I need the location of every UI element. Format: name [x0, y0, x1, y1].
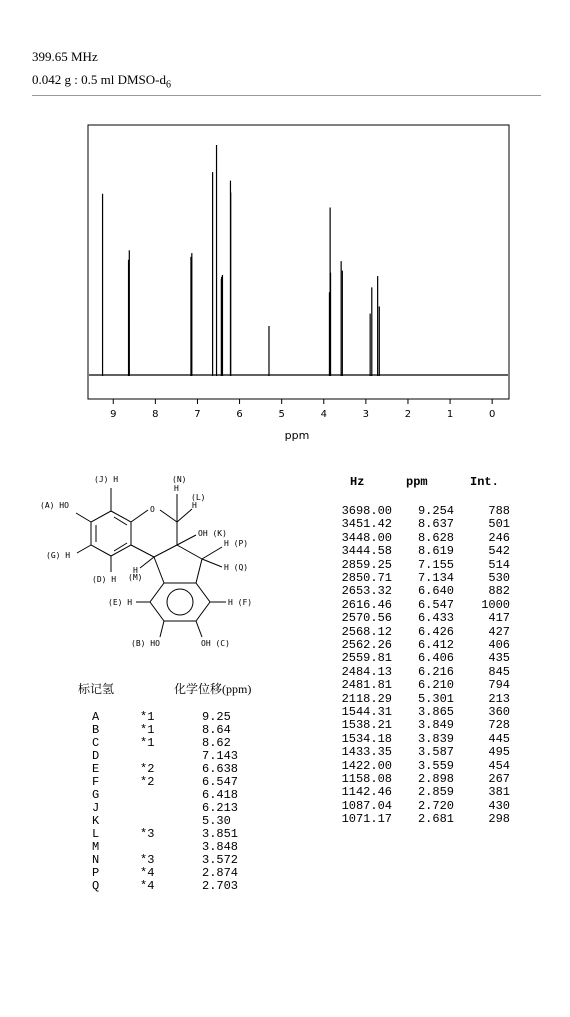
peak-ppm: 6.547 [417, 597, 454, 612]
assignment-note: *2 [140, 762, 155, 776]
x-tick-label: 9 [110, 409, 117, 420]
label-ring-O: O [150, 505, 155, 514]
assignment-label: E [92, 762, 100, 776]
bond-CK-OHK [177, 535, 196, 545]
bond-CH2-HQ [202, 559, 222, 567]
peak-intensity: 530 [488, 571, 510, 585]
assignment-shift: 8.64 [202, 723, 231, 737]
peak-header-hz: Hz [350, 475, 365, 489]
label-Q: H (Q) [224, 563, 249, 572]
peak-ppm: 3.849 [417, 718, 454, 733]
peak-hz: 1142.46 [341, 785, 392, 800]
peak-intensity: 360 [488, 705, 510, 719]
assignment-shift-header: 化学位移(ppm) [174, 682, 252, 696]
peak-hz: 1538.21 [341, 718, 392, 733]
bond-CH2-lower-ring [196, 559, 202, 583]
assignment-shift: 6.638 [202, 762, 239, 776]
peak-hz: 1433.35 [341, 745, 392, 760]
upper-aromatic-ring [91, 511, 131, 556]
x-tick-label: 0 [488, 409, 496, 420]
assignment-shift: 2.703 [202, 879, 239, 893]
x-tick-label: 3 [362, 409, 370, 420]
peak-intensity: 430 [488, 798, 510, 813]
peak-intensity: 454 [488, 758, 510, 773]
assignment-note: *3 [140, 853, 155, 867]
peak-hz: 1422.00 [341, 758, 392, 773]
assignment-shift: 6.213 [202, 801, 239, 815]
label-L: (L) [191, 493, 206, 502]
assignment-label: D [92, 749, 100, 763]
peak-intensity: 246 [488, 530, 510, 545]
peak-header-int: Int. [470, 475, 499, 489]
peak-hz: 2859.25 [341, 557, 392, 572]
bond-ring-OHC [196, 621, 202, 637]
assignment-label-header: 标记氢 [78, 682, 115, 696]
peak-intensity: 427 [488, 624, 510, 639]
assignment-shift: 2.874 [202, 866, 239, 880]
x-tick-label: 5 [278, 409, 285, 420]
assignment-shift: 8.62 [202, 736, 231, 750]
peak-intensity: 381 [488, 785, 510, 800]
assignment-shift: 9.25 [202, 710, 231, 724]
peak-ppm: 3.587 [417, 745, 454, 760]
peak-ppm: 3.559 [417, 758, 454, 773]
label-G: (G) H [46, 551, 71, 560]
lower-ring-aromatic-circle [167, 589, 193, 615]
peak-ppm: 2.859 [417, 785, 454, 800]
label-M-H: H [133, 566, 138, 575]
peak-intensity: 788 [488, 504, 510, 518]
assignment-shift: 7.143 [202, 749, 239, 763]
peak-intensity: 267 [488, 772, 510, 786]
peak-hz: 3444.58 [341, 544, 392, 559]
peak-hz: 2484.13 [341, 664, 392, 679]
peak-hz: 1071.17 [341, 812, 392, 827]
assignment-label: N [92, 853, 100, 867]
peak-hz: 2559.81 [341, 651, 392, 666]
peak-hz: 3451.42 [341, 517, 392, 532]
plot-frame [88, 125, 509, 399]
peak-intensity: 882 [488, 584, 510, 599]
peak-intensity: 213 [488, 691, 510, 706]
peak-ppm: 2.681 [417, 812, 454, 827]
peak-hz: 2570.56 [341, 611, 392, 626]
x-tick-label: 2 [404, 409, 412, 420]
label-F: H (F) [228, 598, 253, 607]
peaks-layer [89, 145, 508, 376]
peak-intensity: 495 [488, 745, 510, 760]
bond-ring-OHB [160, 621, 164, 637]
assignment-note: *1 [140, 710, 155, 724]
peak-ppm: 3.839 [417, 731, 454, 746]
assignment-label: L [92, 827, 100, 841]
assignment-shift: 3.848 [202, 840, 239, 854]
bond-O-CL [160, 510, 177, 522]
assignment-note: *1 [140, 723, 155, 737]
peak-ppm: 6.412 [417, 638, 454, 652]
peak-header-ppm: ppm [406, 475, 428, 489]
peak-hz: 2568.12 [341, 624, 392, 639]
peak-hz: 3698.00 [341, 504, 392, 518]
peak-ppm: 7.134 [417, 571, 454, 585]
bond-CM-ring [131, 545, 154, 557]
atom-labels [40, 475, 252, 648]
peak-intensity: 501 [488, 517, 510, 532]
sample-subscript: 6 [165, 79, 171, 91]
peak-hz: 1544.31 [341, 705, 392, 719]
label-C: OH (C) [201, 639, 230, 648]
assignment-note: *4 [140, 866, 155, 880]
label-D: (D) H [92, 575, 117, 584]
peak-hz: 1087.04 [341, 798, 392, 813]
assignment-shift: 6.418 [202, 788, 239, 802]
peak-intensity: 514 [488, 557, 510, 572]
peak-intensity: 845 [488, 664, 510, 679]
label-N-H: H [174, 484, 179, 493]
peak-ppm: 5.301 [417, 691, 454, 706]
peak-hz: 2481.81 [341, 678, 392, 693]
assignment-note: *2 [140, 775, 155, 789]
assignment-label: M [92, 840, 100, 854]
peak-intensity: 542 [488, 544, 510, 559]
assignment-shift: 5.30 [202, 814, 231, 828]
peak-hz: 2850.71 [341, 571, 392, 585]
peak-hz: 2562.26 [341, 638, 392, 652]
peak-intensity: 435 [488, 651, 510, 666]
assignment-note: *4 [140, 879, 155, 893]
assignment-shift: 3.572 [202, 853, 239, 867]
label-B: (B) HO [131, 639, 160, 648]
bond-CM-lower-ring [154, 557, 164, 583]
bond-CL-HL [177, 509, 192, 522]
peak-hz: 1158.08 [341, 772, 392, 786]
peak-hz: 2616.46 [341, 597, 392, 612]
assignment-label: B [92, 723, 100, 737]
peak-intensity: 445 [488, 731, 510, 746]
x-tick-label: 6 [236, 409, 243, 420]
peak-intensity: 794 [488, 678, 510, 693]
bond-ring-HG [77, 545, 91, 553]
label-K: OH (K) [198, 529, 227, 538]
peak-intensity: 406 [488, 638, 510, 652]
assignment-label: Q [92, 879, 100, 893]
label-E: (E) H [108, 598, 133, 607]
assignment-label: J [92, 801, 100, 815]
peak-ppm: 6.433 [417, 611, 454, 626]
peak-ppm: 3.865 [417, 705, 454, 719]
peak-ppm: 9.254 [417, 504, 454, 518]
assignment-label: G [92, 788, 100, 802]
peak-hz: 2653.32 [341, 584, 392, 599]
label-L-H: H [192, 501, 197, 510]
assignment-note: *1 [140, 736, 155, 750]
peak-intensity: 298 [488, 812, 510, 827]
label-A: (A) HO [40, 501, 69, 510]
peak-ppm: 2.720 [417, 798, 454, 813]
peak-ppm: 6.216 [417, 664, 454, 679]
x-tick-label: 8 [152, 409, 159, 420]
upper-ring-double-3 [114, 543, 127, 551]
peak-ppm: 8.628 [417, 530, 454, 545]
peak-hz: 2118.29 [341, 691, 392, 706]
peak-ppm: 8.619 [417, 544, 454, 559]
peak-hz: 1534.18 [341, 731, 392, 746]
spectrometer-frequency: 399.65 MHz [32, 49, 98, 64]
x-tick-label: 7 [194, 409, 201, 420]
bond-CK-CM [154, 545, 177, 557]
label-P: H (P) [224, 539, 249, 548]
peak-ppm: 7.155 [417, 557, 454, 572]
x-axis-ticks [110, 399, 495, 420]
x-axis-label: ppm [284, 429, 310, 442]
peak-ppm: 6.210 [417, 678, 454, 693]
assignment-label: F [92, 775, 100, 789]
bond-CK-CH2 [177, 545, 202, 559]
peak-ppm: 8.637 [417, 517, 454, 532]
assignment-label: K [92, 814, 100, 828]
assignment-shift: 3.851 [202, 827, 239, 841]
sample-prefix: 0.042 g : 0.5 ml DMSO-d [32, 72, 166, 87]
assignment-shift: 6.547 [202, 775, 239, 789]
label-N: (N) [172, 475, 187, 484]
peak-ppm: 6.640 [417, 584, 454, 599]
peak-ppm: 6.406 [417, 651, 454, 666]
peak-intensity: 728 [488, 718, 510, 733]
peak-ppm: 2.898 [417, 772, 454, 786]
peak-hz: 3448.00 [341, 530, 392, 545]
peak-ppm: 6.426 [417, 624, 454, 639]
bond-CH2-HP [202, 547, 222, 559]
peak-intensity: 417 [488, 611, 510, 626]
x-tick-label: 1 [446, 409, 454, 420]
label-J: (J) H [94, 475, 119, 484]
assignment-label: A [92, 710, 100, 724]
bond-ring-O [131, 510, 148, 522]
bond-CM-HM [140, 557, 154, 568]
bond-ring-OA [76, 513, 91, 522]
assignment-label: P [92, 866, 100, 880]
peak-intensity: 1000 [481, 597, 510, 612]
assignment-label: C [92, 736, 100, 750]
label-M: (M) [128, 573, 143, 582]
nmr-spectrum-chart [0, 0, 570, 450]
x-tick-label: 4 [320, 409, 327, 420]
assignment-note: *3 [140, 827, 155, 841]
molecule-structure [36, 466, 296, 656]
